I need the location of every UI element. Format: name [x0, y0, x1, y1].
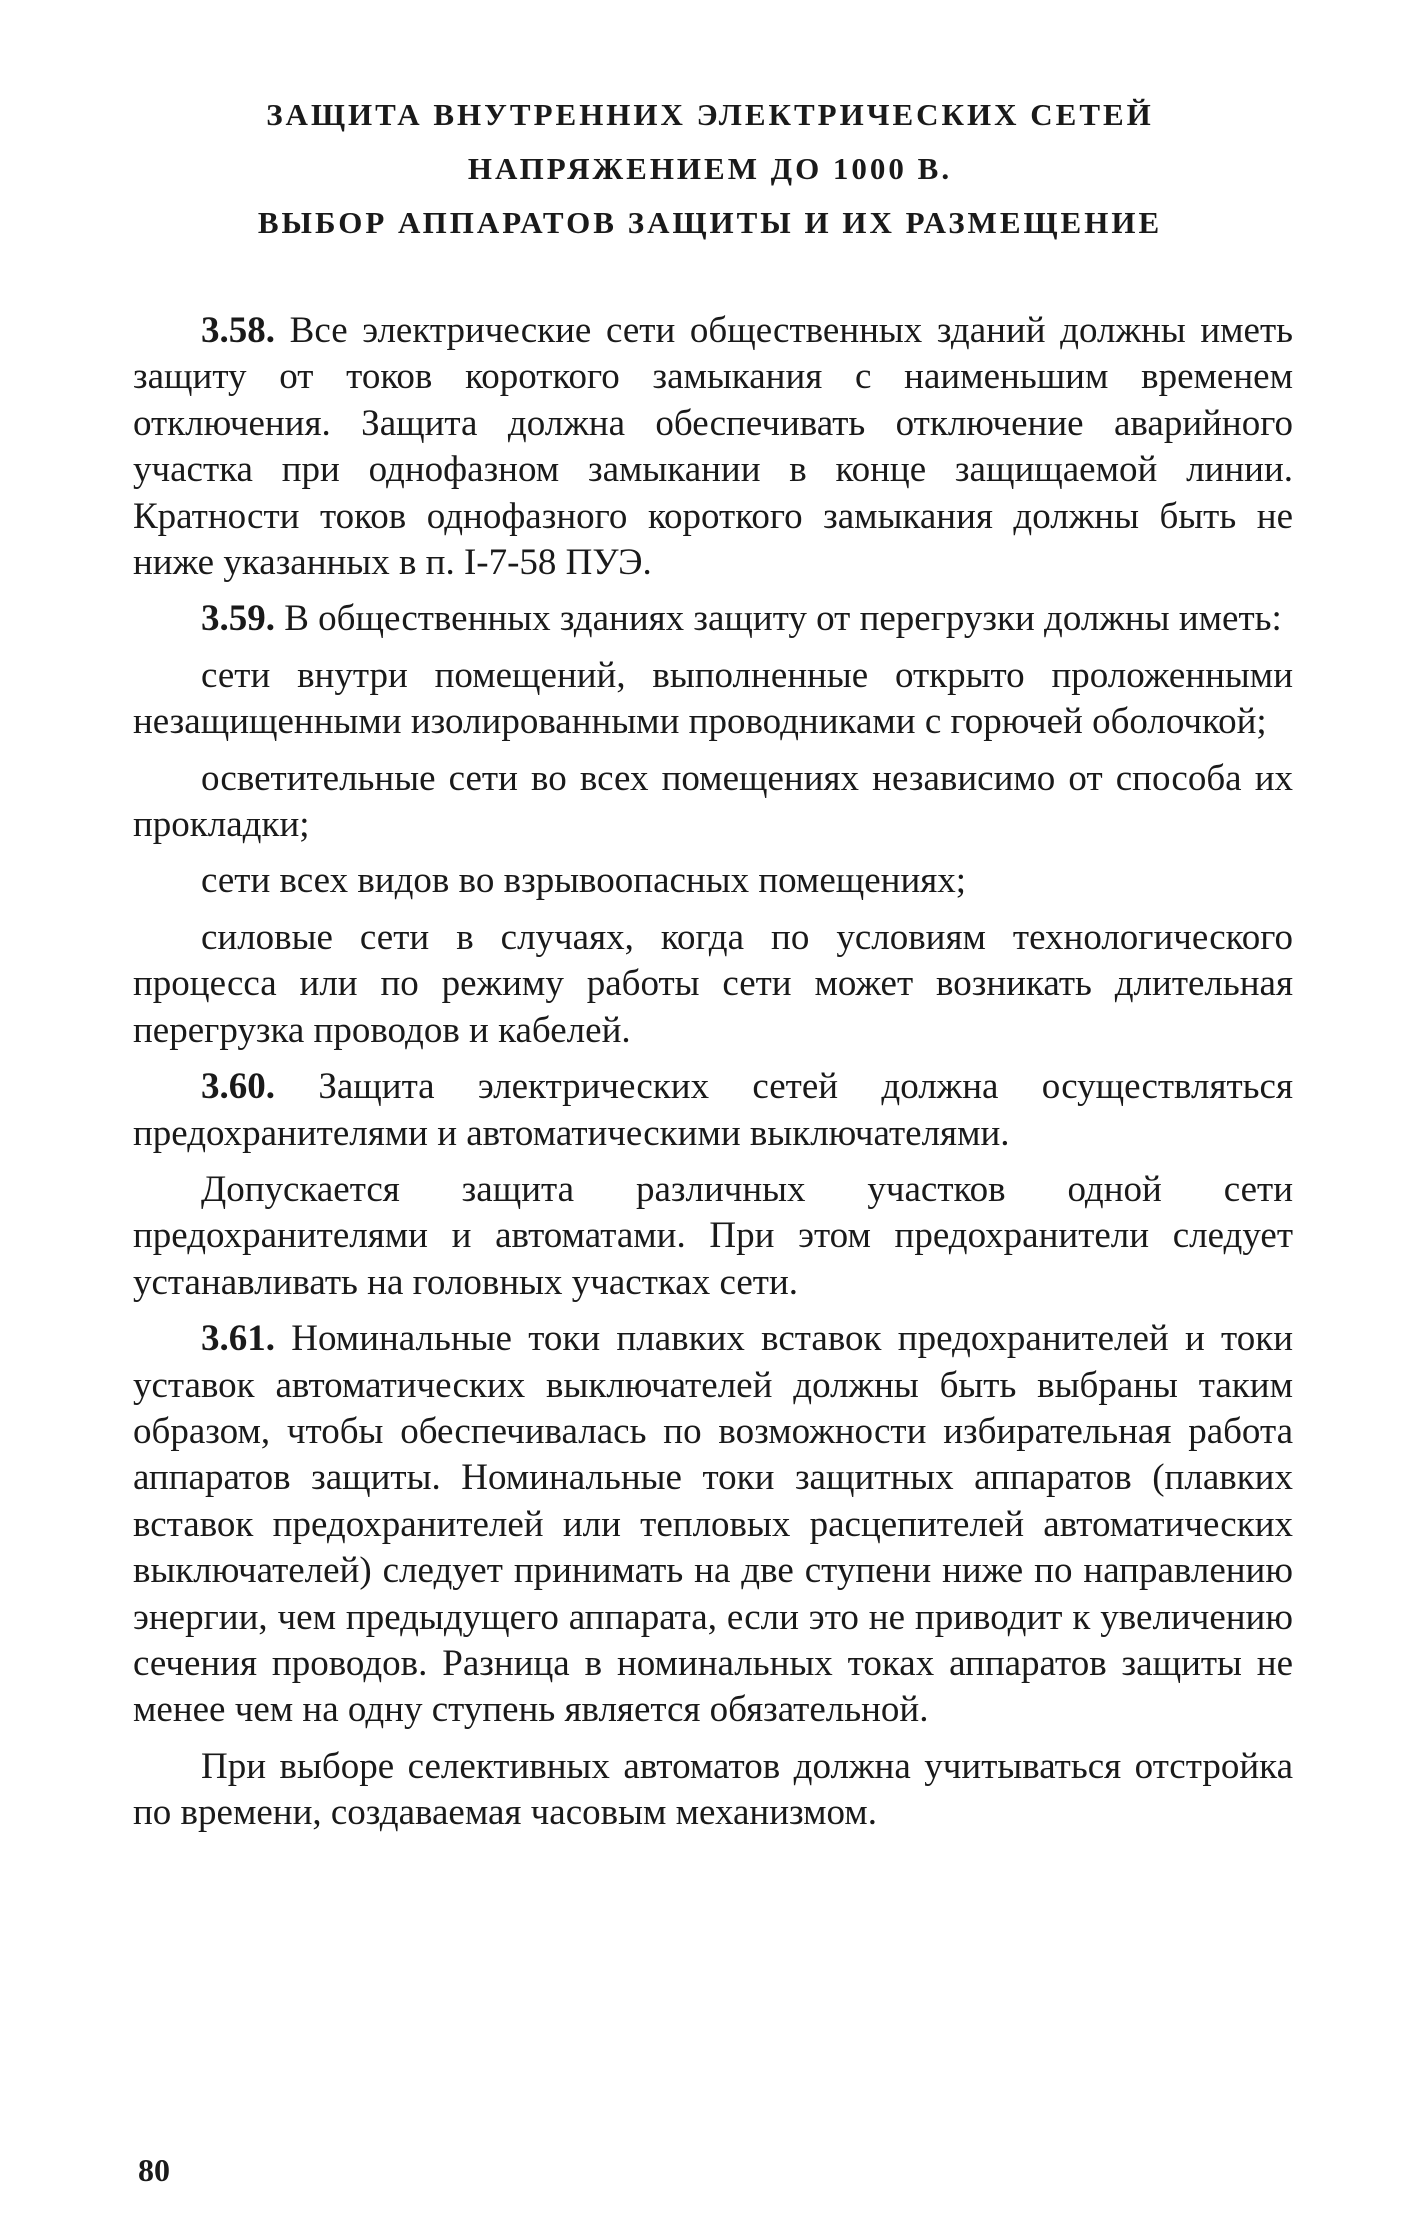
paragraph-number: 3.61.	[201, 1318, 275, 1360]
heading-line-2: НАПРЯЖЕНИЕМ ДО 1000 В.	[467, 151, 953, 186]
paragraph-text: Номинальные токи плавких вставок предохранителей и токи уставок автоматических выключателей должны быть выбраны таким образом, чтобы обеспечивалась по возможности избирательная работа аппаратов защиты. Номинальные токи защитных аппаратов (плавких вставок предохранителей или тепловых расцепителей автоматических выключателей) следует принимать на две ступени ниже по направлению энергии, чем предыдущего аппарата, если это не приводит к увеличению сечения проводов. Разница в номинальных токах аппаратов защиты не менее чем на одну ступень является обязательной.	[133, 1318, 1293, 1731]
paragraph-3-59	[133, 596, 1293, 642]
paragraph: Допускается защита различных участков одной сети предохранителями и автоматами. При этом предохранители следует устанавливать на головных участках сети.	[133, 1168, 1293, 1303]
paragraph-text: Все электрические сети общественных зданий должны иметь защиту от токов короткого замыкания с наименьшим временем отключения. Защита должна обеспечивать отключение аварийного участка при однофазном замыкании в конце защищаемой линии. Кратности токов однофазного короткого замыкания должны быть не ниже указанных в п. I-7-58 ПУЭ.	[133, 310, 1293, 584]
list-item: сети всех видов во взрывоопасных помещениях;	[201, 860, 967, 902]
body-text	[133, 308, 1293, 1837]
paragraph-3-58	[133, 308, 1293, 586]
list-item: сети внутри помещений, выполненные открыто проложенными незащищенными изолированными проводниками с горючей оболочкой;	[133, 654, 1293, 743]
paragraph-3-61	[133, 1316, 1293, 1734]
paragraph: При выборе селективных автоматов должна учитываться отстройка по времени, создаваемая часовым механизмом.	[133, 1745, 1293, 1834]
paragraph-number: 3.59.	[201, 598, 275, 640]
section-heading	[130, 88, 1290, 250]
heading-line-1: ЗАЩИТА ВНУТРЕННИХ ЭЛЕКТРИЧЕСКИХ СЕТЕЙ	[266, 97, 1154, 132]
paragraph-number: 3.60.	[201, 1066, 275, 1108]
paragraph-number: 3.58.	[201, 310, 275, 351]
paragraph-text: Защита электрических сетей должна осуществляться предохранителями и автоматическими выключателями.	[133, 1066, 1293, 1154]
paragraph-3-60	[133, 1064, 1293, 1157]
heading-line-3: ВЫБОР АППАРАТОВ ЗАЩИТЫ И ИХ РАЗМЕЩЕНИЕ	[257, 205, 1163, 240]
list-item: осветительные сети во всех помещениях независимо от способа их прокладки;	[133, 757, 1293, 846]
page-number: 80	[138, 2152, 170, 2188]
paragraph-text: В общественных зданиях защиту от перегрузки должны иметь:	[284, 598, 1282, 640]
list-item: силовые сети в случаях, когда по условиям технологического процесса или по режиму работы сети может возникать длительная перегрузка проводов и кабелей.	[133, 916, 1293, 1051]
